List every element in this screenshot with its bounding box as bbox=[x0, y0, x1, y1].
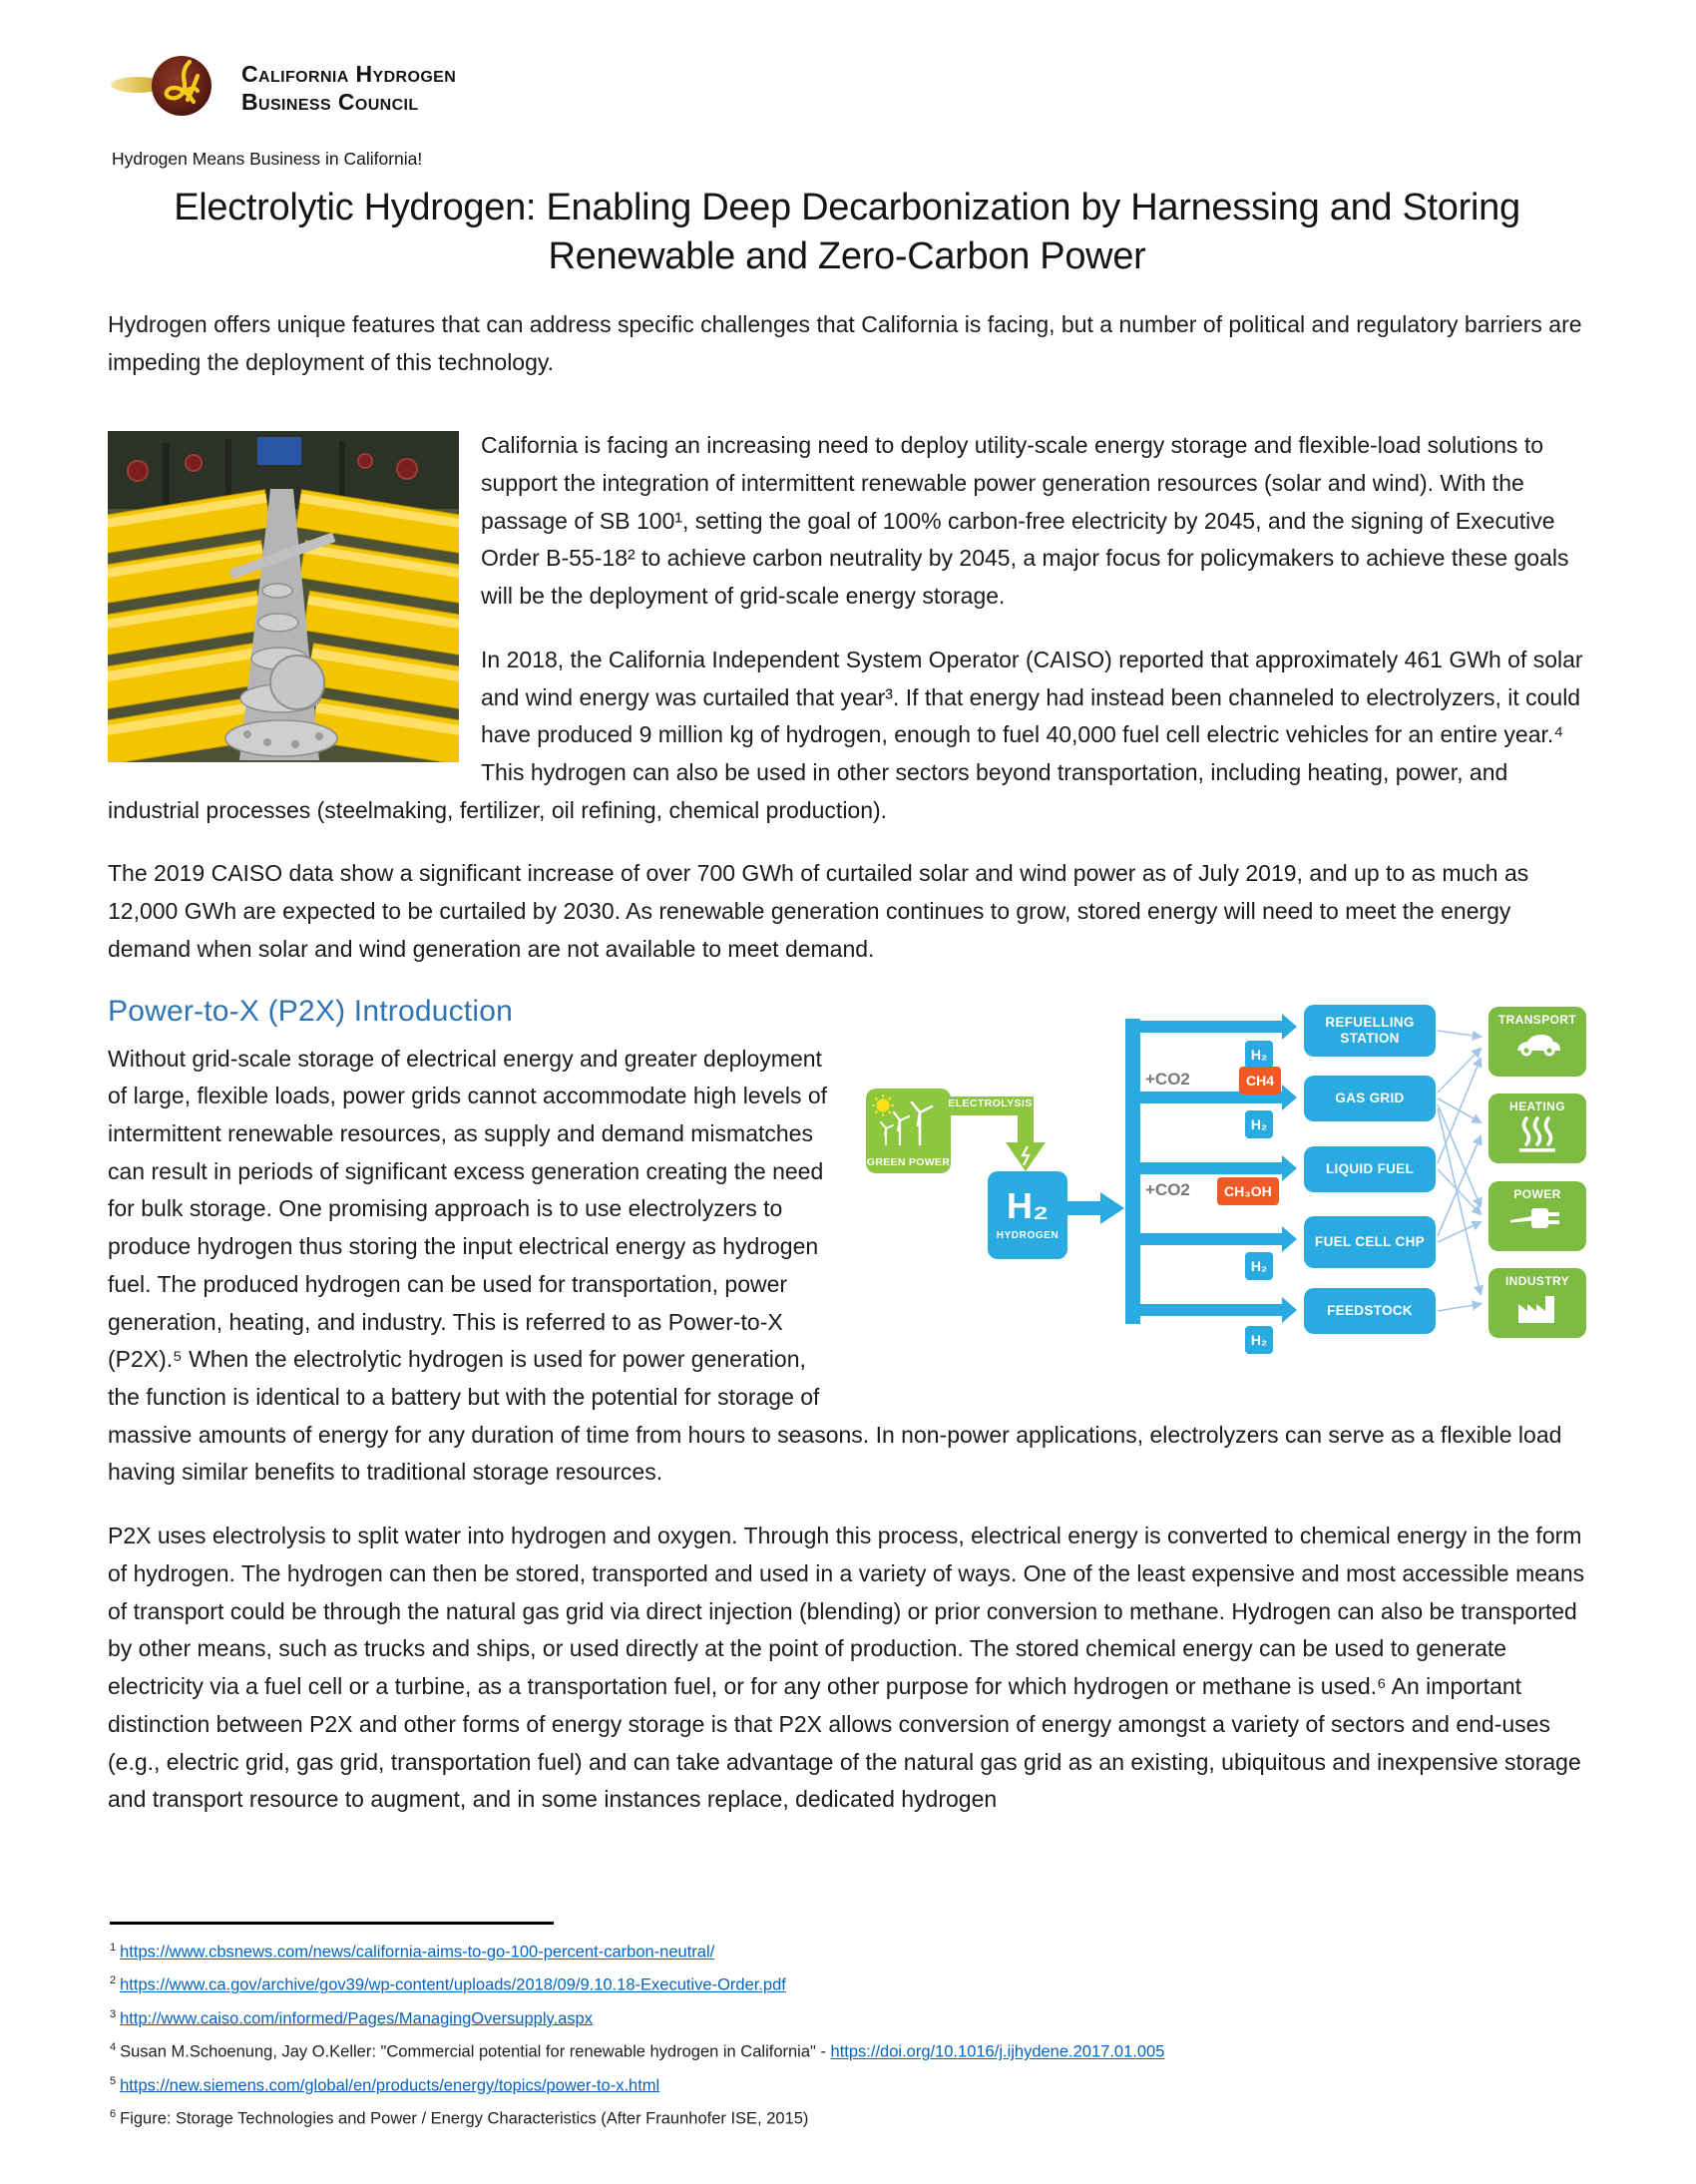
carrier-feedstock: FEEDSTOCK bbox=[1304, 1288, 1436, 1334]
page-title: Electrolytic Hydrogen: Enabling Deep Decarbonization by Harnessing and Storing Renewable and Zero-Carbon Power bbox=[174, 187, 1520, 278]
footnote-link[interactable]: http://www.caiso.com/informed/Pages/ManagingOversupply.aspx bbox=[120, 2009, 593, 2028]
power-plug-icon bbox=[1510, 1204, 1564, 1232]
p2x-diagram bbox=[858, 997, 1586, 1368]
footnote-separator bbox=[110, 1922, 554, 1925]
org-header bbox=[110, 38, 1586, 139]
enduse-transport bbox=[1488, 1007, 1586, 1077]
factory-icon bbox=[1514, 1291, 1560, 1323]
sun-and-wind-icon bbox=[870, 1094, 946, 1148]
enduse-heating bbox=[1488, 1093, 1586, 1163]
footnote-5 bbox=[110, 2074, 1586, 2098]
co2-label: +CO2 bbox=[1145, 1069, 1190, 1089]
paragraph-p2x-process: P2X uses electrolysis to split water into hydrogen and oxygen. Through this process, electrical energy is converted to chemical energy in the form of hydrogen. The hydrogen can then be stored, transported and used in a variety of ways. One of the least expensive and most accessible means of transport could be through the natural gas grid via direct injection (blending) or prior conversion to methane. Hydrogen can also be transported by other means, such as trucks and ships, or used directly at the point of production. The stored chemical energy can be used to generate electricity via a fuel cell or a turbine, as a transportation fuel, or for any other purpose for which hydrogen or methane is used.⁶ An important distinction between P2X and other forms of energy storage is that P2X allows conversion of energy amongst a variety of sectors and end-uses (e.g., electric grid, gas grid, transportation fuel) and can take advantage of the natural gas grid as an existing, ubiquitous and inexpensive storage and transport resource to augment, and in some instances replace, dedicated hydrogen bbox=[108, 1523, 1585, 1813]
h2-badge: H₂ bbox=[1245, 1041, 1273, 1069]
ch4-badge: CH4 bbox=[1239, 1067, 1281, 1094]
footnote-marker: 1 bbox=[110, 1942, 117, 1954]
org-tagline: Hydrogen Means Business in California! bbox=[112, 149, 423, 169]
enduse-power bbox=[1488, 1181, 1586, 1251]
footnote-marker: 5 bbox=[110, 2074, 117, 2087]
org-name bbox=[241, 61, 456, 116]
footnote-link[interactable]: https://www.cbsnews.com/news/california-aims-to-go-100-percent-carbon-neutral/ bbox=[120, 1943, 715, 1962]
heat-waves-icon bbox=[1513, 1116, 1561, 1152]
paragraph-caiso-need: California is facing an increasing need to deploy utility-scale energy storage and flexible-load solutions to support the integration of intermittent renewable power generation resources (solar and wind). With the passage of SB 100¹, setting the goal of 100% carbon-free electricity by 2045, and the signing of Executive Order B-55-18² to achieve carbon neutrality by 2045, a major focus for policymakers to achieve these goals will be the deployment of grid-scale energy storage. bbox=[481, 432, 1569, 610]
hydrogen-box bbox=[988, 1171, 1067, 1259]
paragraph-curtailment-2019: The 2019 CAISO data show a significant increase of over 700 GWh of curtailed solar and wind power as of July 2019, and up to as much as 12,000 GWh are expected to be curtailed by 2030. As renewable generation continues to grow, stored energy will need to meet the energy demand when solar and wind generation are not available to meet demand. bbox=[108, 860, 1529, 962]
footnote-marker: 3 bbox=[110, 2007, 117, 2020]
footnote-marker: 6 bbox=[110, 2108, 117, 2121]
h2-badge: H₂ bbox=[1245, 1252, 1273, 1280]
footnote-2 bbox=[110, 1973, 1586, 1997]
footnote-3 bbox=[110, 2007, 1586, 2031]
h2-badge: H₂ bbox=[1245, 1326, 1273, 1354]
ch3oh-badge: CH₃OH bbox=[1217, 1177, 1279, 1205]
footnote-6 bbox=[110, 2107, 1586, 2131]
green-power-box bbox=[866, 1089, 951, 1173]
carrier-liquid-fuel: LIQUID FUEL bbox=[1304, 1146, 1436, 1192]
pipeline-photo bbox=[108, 431, 459, 762]
footnote-text: Figure: Storage Technologies and Power / Energy Characteristics (After Fraunhofer ISE, 2015) bbox=[120, 2109, 809, 2128]
footnote-link[interactable]: https://new.siemens.com/global/en/products/energy/topics/power-to-x.html bbox=[120, 2076, 660, 2095]
footnotes bbox=[110, 1922, 1586, 2141]
heating-label: HEATING bbox=[1509, 1098, 1565, 1113]
footnote-text: Susan M.Schoenung, Jay O.Keller: "Commercial potential for renewable hydrogen in California" - bbox=[120, 2042, 831, 2061]
hydrogen-label: HYDROGEN bbox=[996, 1230, 1060, 1242]
intro-paragraph: Hydrogen offers unique features that can address specific challenges that California is facing, but a number of political and regulatory barriers are impeding the deployment of this technology. bbox=[108, 310, 1582, 375]
footnote-link[interactable]: https://www.ca.gov/archive/gov39/wp-content/uploads/2018/09/9.10.18-Executive-Order.pdf bbox=[120, 1975, 786, 1994]
footnote-marker: 4 bbox=[110, 2041, 117, 2054]
factory-icon-label: INDUSTRY bbox=[1504, 1273, 1570, 1288]
footnote-1 bbox=[110, 1941, 1586, 1965]
h2-formula: H₂ bbox=[1007, 1185, 1049, 1227]
carrier-refuelling-station: REFUELLING STATION bbox=[1304, 1005, 1436, 1057]
chbc-logo-icon bbox=[110, 38, 227, 139]
carrier-gas-grid: GAS GRID bbox=[1304, 1076, 1436, 1121]
car-icon bbox=[1512, 1030, 1562, 1058]
footnote-marker: 2 bbox=[110, 1974, 117, 1987]
paragraph-curtailment-2018: In 2018, the California Independent System Operator (CAISO) reported that approximately 461 GWh of solar and wind energy was curtailed that year³. If that energy had instead been channeled to electrolyzers, it could have produced 9 million kg of hydrogen, enough to fuel 40,000 fuel cell electric vehicles for an entire year.⁴ This hydrogen can also be used in other sectors beyond transportation, including heating, power, and industrial processes (steelmaking, fertilizer, oil refining, chemical production). bbox=[108, 646, 1583, 823]
org-name-line1: California Hydrogen bbox=[241, 60, 457, 87]
green-power-label: GREEN POWER bbox=[866, 1155, 951, 1168]
footnote-4 bbox=[110, 2040, 1586, 2064]
power-label: POWER bbox=[1513, 1186, 1561, 1201]
transport-label: TRANSPORT bbox=[1497, 1012, 1577, 1027]
electrolysis-label: ELECTROLYSIS bbox=[948, 1096, 1033, 1109]
paragraph-p2x-intro: Without grid-scale storage of electrical energy and greater deployment of large, flexible loads, power grids cannot accommodate high levels of intermittent renewable resources, as supply and demand mismatches can result in periods of significant excess generation creating the need for bulk storage. One promising approach is to use electrolyzers to produce hydrogen thus storing the input electrical energy as hydrogen fuel. The produced hydrogen can be used for transportation, power generation, heating, and industry. This is referred to as Power-to-X (P2X).⁵ When the electrolytic hydrogen is used for power generation, the function is identical to a battery but with the potential for storage of massive amounts of energy for any duration of time from hours to seasons. In non-power applications, electrolyzers can serve as a flexible load having similar benefits to traditional storage resources. bbox=[108, 1045, 1562, 1486]
carrier-fuel-cell-chp: FUEL CELL CHP bbox=[1304, 1216, 1436, 1268]
co2-label: +CO2 bbox=[1145, 1179, 1190, 1199]
footnote-link[interactable]: https://doi.org/10.1016/j.ijhydene.2017.01.005 bbox=[830, 2042, 1165, 2061]
org-name-line2: Business Council bbox=[241, 88, 419, 115]
section-heading-p2x: Power-to-X (P2X) Introduction bbox=[108, 994, 513, 1028]
enduse-industry bbox=[1488, 1268, 1586, 1338]
h2-badge: H₂ bbox=[1245, 1110, 1273, 1138]
